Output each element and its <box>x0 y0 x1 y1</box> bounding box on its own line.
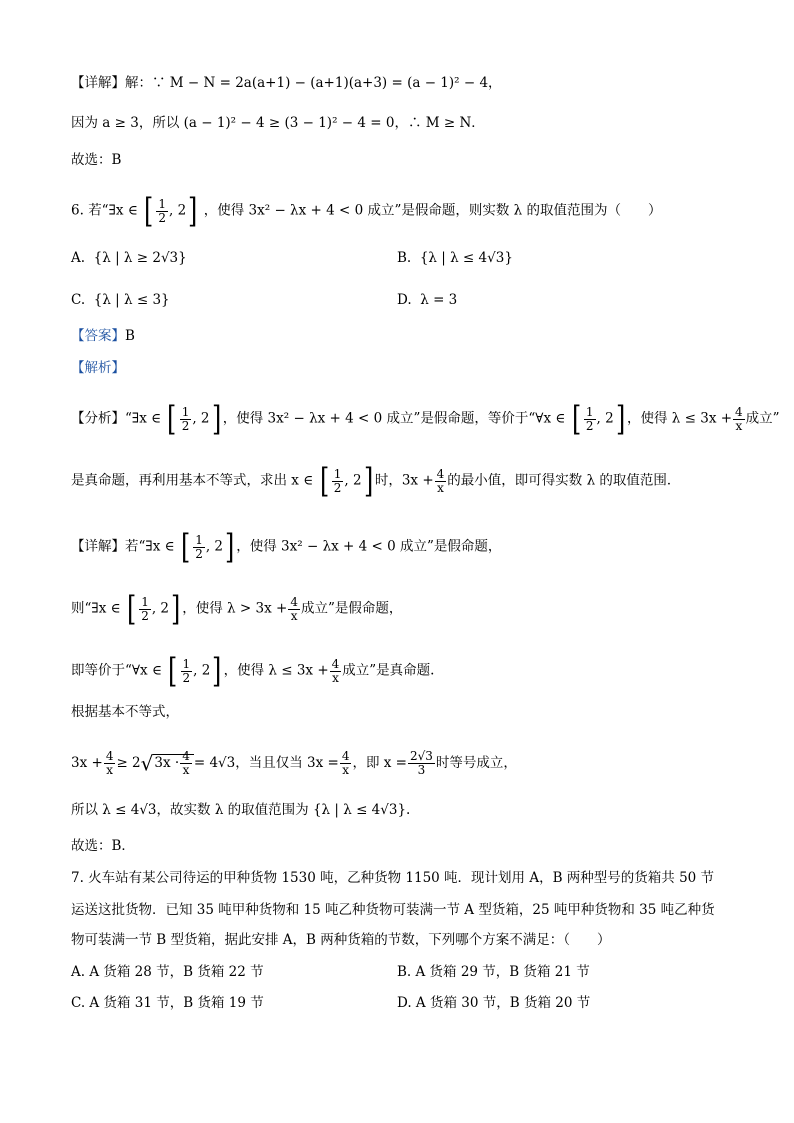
q7-option-d: D. A 货箱 30 节，B 货箱 20 节 <box>397 995 591 1011</box>
q6-stem-b: ，使得 3x² − λx + 4 < 0 成立”是假命题，则实数 λ 的取值范围为（ ） <box>203 202 662 219</box>
answer-tag: 【答案】 <box>71 328 125 344</box>
p5-detail-line <box>71 73 502 93</box>
fenxi-tag: 【分析】 <box>71 410 125 427</box>
right-bracket: ] <box>188 191 198 231</box>
p5-choose: 故选：B <box>71 152 122 168</box>
p5-detail-text: 解：∵ M − N = 2a(a+1) − (a+1)(a+3) = (a − 1)² − 4， <box>125 75 502 91</box>
fraction: $\frac{1}{2}$ <box>158 196 167 225</box>
interval-rest: , 2 <box>169 202 187 219</box>
q7-option-b: B. A 货箱 29 节，B 货箱 21 节 <box>397 964 590 980</box>
answer-value: B <box>125 328 135 344</box>
detail-tag: 【详解】 <box>71 75 125 91</box>
q7-option-a: A. A 货箱 28 节，B 货箱 22 节 <box>71 964 264 980</box>
ineq-line: 3x + $\frac{4}{x}$ ≥ 2√3x · $\frac{4}{x}$ = 4√3，当且仅当 3x = $\frac{4}{x}$ ，即 x = $\frac{2√3}{3}$ 时等号成立， <box>71 749 517 777</box>
sqrt-sign: √ <box>140 751 154 776</box>
basic-ineq-label: 根据基本不等式， <box>71 704 179 720</box>
option-d: D. λ = 3 <box>397 292 458 308</box>
detail-line1: 【详解】若“∃x ∈ [ $\frac{1}{2}$ , 2] ，使得 3x² − λx + 4 < 0 成立”是假命题， <box>71 527 502 567</box>
fenxi-line2: 是真命题，再利用基本不等式，求出 x ∈ [ $\frac{1}{2}$ , 2] 时，3x + $\frac{4}{x}$ 的最小值，即可得实数 λ 的取值范围． <box>71 461 681 501</box>
answer-line <box>71 326 135 346</box>
p5-line2: 因为 a ≥ 3，所以 (a − 1)² − 4 ≥ (3 − 1)² − 4 = 0，∴ M ≥ N． <box>71 115 485 131</box>
equiv-line: 即等价于“∀x ∈ [ $\frac{1}{2}$ , 2] ，使得 λ ≤ 3x + $\frac{4}{x}$ 成立”是真命题. <box>71 651 435 691</box>
q6-choose: 故选：B． <box>71 838 135 854</box>
fenxi-line1: 【分析】“∃x ∈ [ $\frac{1}{2}$ , 2] ，使得 3x² − λx + 4 < 0 成立”是假命题，等价于“∀x ∈ [ $\frac{1}{2}$ , 2] ，使得 λ ≤ 3x + $\frac{4}{x}$ 成立” <box>71 399 780 439</box>
option-c: C. {λ | λ ≤ 3} <box>71 292 170 308</box>
analysis-tag: 【解析】 <box>71 360 125 376</box>
detail-tag-q6: 【详解】 <box>71 538 125 555</box>
q7-option-c: C. A 货箱 31 节，B 货箱 19 节 <box>71 995 264 1011</box>
left-bracket: [ <box>144 191 154 231</box>
q6-number: 6. <box>71 202 84 219</box>
q7-line3: 物可装满一节 B 型货箱，据此安排 A，B 两种货箱的节数，下列哪个方案不满足：（ ） <box>71 932 611 948</box>
q6-stem-a: 若“∃x ∈ <box>88 202 138 219</box>
q7-line1: 7. 火车站有某公司待运的甲种货物 1530 吨，乙种货物 1150 吨．现计划用 A，B 两种型号的货箱共 50 节 <box>71 870 715 886</box>
q7-line2: 运送这批货物．已知 35 吨甲种货物和 15 吨乙种货物可装满一节 A 型货箱，25 吨甲种货物和 35 吨乙种货 <box>71 902 715 918</box>
q6-stem <box>71 191 662 231</box>
then-line: 则“∃x ∈ [ $\frac{1}{2}$ , 2] ，使得 λ > 3x + $\frac{4}{x}$ 成立”是假命题， <box>71 589 403 629</box>
conclusion-line: 所以 λ ≤ 4√3，故实数 λ 的取值范围为 {λ | λ ≤ 4√3}. <box>71 802 411 818</box>
option-a: A. {λ | λ ≥ 2√3} <box>71 250 187 266</box>
option-b: B. {λ | λ ≤ 4√3} <box>397 250 513 266</box>
